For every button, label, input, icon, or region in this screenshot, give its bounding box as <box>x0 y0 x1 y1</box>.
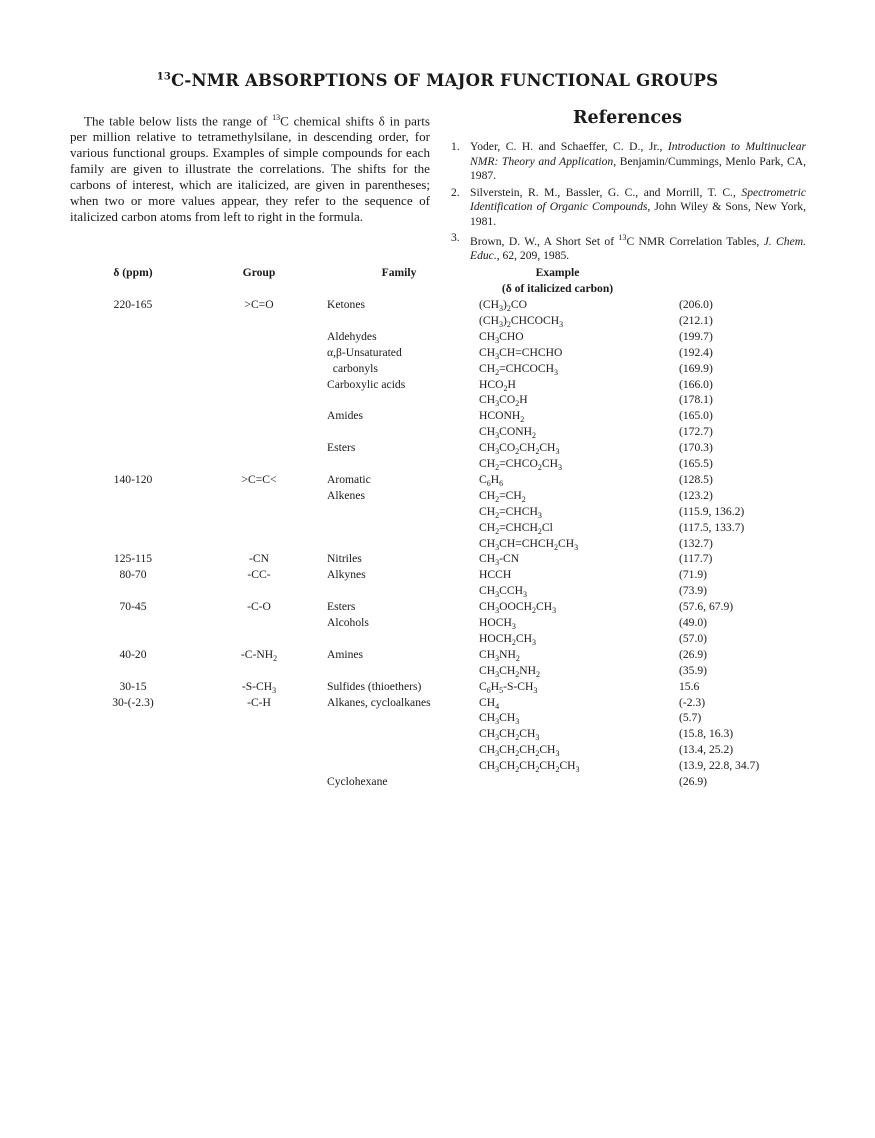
cell-example: $CH_2=CH_2$ <box>479 489 526 504</box>
cell-group: -C-H <box>247 696 271 709</box>
cell-shift: (170.3) <box>679 441 713 454</box>
intro-text-part1: The table below lists the range of <box>84 113 273 129</box>
cell-example: $CH_3CO_2H$ <box>479 393 528 408</box>
cell-example: $CH_4$ <box>479 696 500 711</box>
cell-group: >C=C< <box>241 473 277 486</box>
cell-group: >C=O <box>244 298 274 311</box>
cell-shift: (132.7) <box>679 537 713 550</box>
cell-group: -C-O <box>247 600 271 613</box>
reference-item <box>451 186 806 230</box>
cell-example: $(CH_3)_2CHCOCH_3$ <box>479 314 564 329</box>
cell-shift: (206.0) <box>679 298 713 311</box>
cell-shift: (192.4) <box>679 346 713 359</box>
cell-example: $CH_3CH_2NH_2$ <box>479 664 540 679</box>
cell-shift: (166.0) <box>679 378 713 391</box>
cell-family: Aldehydes <box>327 330 377 343</box>
cell-example: $CH_3-CN$ <box>479 552 520 567</box>
cell-shift: (117.7) <box>679 552 713 565</box>
reference-title: Introduction to Multinuclear NMR: Theory and Application <box>470 140 806 168</box>
cell-ppm: 125-115 <box>113 552 153 565</box>
reference-journal: J. Chem. Educ. <box>470 234 806 263</box>
cell-shift: (26.9) <box>679 775 708 788</box>
cell-family: Esters <box>327 600 356 613</box>
cell-group: $-C-NH_2$ <box>240 648 278 663</box>
cell-shift: (57.0) <box>679 632 708 645</box>
cell-example: $CH_2=CHCH_3$ <box>479 505 542 520</box>
cell-shift: (73.9) <box>679 584 708 597</box>
cell-shift: (117.5, 133.7) <box>679 521 745 534</box>
cell-example: $CH_3CCH_3$ <box>479 584 527 599</box>
cell-example: $C_6H_6$ <box>479 473 504 488</box>
cell-shift: (128.5) <box>679 473 713 486</box>
cell-family: Alkynes <box>327 568 366 581</box>
cell-example: $CH_3CH=CHCHO$ <box>479 346 563 361</box>
intro-superscript: 13 <box>272 113 281 122</box>
cell-shift: (49.0) <box>679 616 708 629</box>
cell-ppm: 70-45 <box>119 600 147 613</box>
reference-authors: Yoder, C. H. and Schaeffer, C. D., Jr., <box>470 140 668 153</box>
cell-shift: (15.8, 16.3) <box>679 727 734 740</box>
cell-family: Amines <box>327 648 364 661</box>
cell-shift: (-2.3) <box>679 696 706 709</box>
reference-superscript: 13 <box>618 233 627 242</box>
cell-example: $CH_2=CHCH_2Cl$ <box>479 521 553 536</box>
cell-example: $CH_3CHO$ <box>479 330 524 345</box>
cell-shift: (199.7) <box>679 330 713 343</box>
cell-example: $CH_3NH_2$ <box>479 648 520 663</box>
cell-example: $C_6H_5-S-CH_3$ <box>479 680 538 695</box>
reference-title-plain: C NMR Correlation Tables, <box>626 234 764 248</box>
cell-family: Aromatic <box>327 473 371 486</box>
header-ppm: δ (ppm) <box>113 266 153 279</box>
cell-ppm: 220-165 <box>113 298 153 311</box>
header-example-subtitle: (δ of italicized carbon) <box>501 282 614 295</box>
cell-ppm: 40-20 <box>119 648 147 661</box>
cell-shift: 15.6 <box>679 680 700 693</box>
cell-example: $CH_2=CHCOCH_3$ <box>479 362 558 377</box>
cell-example: $CH_3CONH_2$ <box>479 425 536 440</box>
references-list <box>451 140 806 266</box>
reference-publisher: , John Wiley & Sons, New York, 1981. <box>470 200 807 228</box>
cell-shift: (13.9, 22.8, 34.7) <box>679 759 760 772</box>
cell-ppm: 30-15 <box>119 680 147 693</box>
cell-family: Alkanes, cycloalkanes <box>327 696 431 709</box>
cell-family: α,β-Unsaturated <box>327 346 402 359</box>
reference-title: Spectrometric Identification of Organic Compounds <box>470 185 806 213</box>
cell-example: HCCH <box>479 568 512 581</box>
cell-example: $CH_2=CHCO_2CH_3$ <box>479 457 562 472</box>
reference-authors: Silverstein, R. M., Bassler, G. C., and Morrill, T. C., <box>470 185 742 199</box>
cell-shift: (35.9) <box>679 664 708 677</box>
cell-example: $(CH_3)_2CO$ <box>479 298 527 313</box>
cell-shift: (57.6, 67.9) <box>679 600 734 613</box>
cell-shift: (165.0) <box>679 409 713 422</box>
cell-example: $CH_3CH_2CH_2CH_3$ <box>479 743 560 758</box>
cell-family: carbonyls <box>327 362 378 375</box>
cell-example: $HOCH_3$ <box>479 616 516 631</box>
cell-shift: (123.2) <box>679 489 713 502</box>
references-heading: References <box>572 108 683 128</box>
cell-family: Alkenes <box>327 489 365 502</box>
cell-shift: (169.9) <box>679 362 713 375</box>
reference-number: 1. <box>451 140 460 153</box>
cell-group: -CN <box>249 552 269 565</box>
intro-text-part2: C chemical shifts δ in parts per million relative to tetramethylsilane, in descending order, for various functional groups. Examples of simple compounds for each family are given to illustrate the correlations. The shifts for the carbons of interest, which are italicized, are given in parentheses; when two or more values appear, they refer to the sequence of italicized carbon atoms from left to right in the formula. <box>70 113 430 225</box>
cell-ppm: 30-(-2.3) <box>112 696 154 709</box>
intro-paragraph <box>70 110 430 225</box>
cell-family: Alcohols <box>327 616 369 629</box>
cell-example: $CH_3OOCH_2CH_3$ <box>479 600 557 615</box>
title-text: C-NMR ABSORPTIONS OF MAJOR FUNCTIONAL GROUPS <box>171 71 719 90</box>
header-group: Group <box>242 266 276 279</box>
cell-shift: (178.1) <box>679 393 713 406</box>
title-superscript: 13 <box>156 71 172 83</box>
cell-example: $CH_3CH_2CH_3$ <box>479 727 540 742</box>
cell-shift: (13.4, 25.2) <box>679 743 734 756</box>
page-title <box>0 71 875 90</box>
header-family: Family <box>381 266 417 279</box>
cell-example: $CH_3CH=CHCH_2CH_3$ <box>479 537 579 552</box>
cell-example: $HCO_2H$ <box>479 378 516 393</box>
reference-authors: Brown, D. W., A Short Set of <box>470 234 619 248</box>
reference-number: 3. <box>451 231 460 244</box>
cell-family: Cyclohexane <box>327 775 388 788</box>
reference-item <box>451 140 806 184</box>
cell-family: Ketones <box>327 298 365 311</box>
cell-example: $HCONH_2$ <box>479 409 525 424</box>
cell-group: $-S-CH_3$ <box>241 680 277 695</box>
cell-shift: (172.7) <box>679 425 713 438</box>
cell-shift: (71.9) <box>679 568 708 581</box>
cell-example: $CH_3CH_2CH_2CH_2CH_3$ <box>479 759 580 774</box>
reference-publisher: , Benjamin/Cummings, Menlo Park, CA, 1987. <box>470 154 806 182</box>
cell-shift: (115.9, 136.2) <box>679 505 745 518</box>
reference-number: 2. <box>451 185 460 199</box>
cell-family: Esters <box>327 441 356 454</box>
cell-shift: (26.9) <box>679 648 708 661</box>
cell-shift: (165.5) <box>679 457 713 470</box>
cell-family: Sulfides (thioethers) <box>327 680 422 693</box>
reference-item <box>451 231 806 264</box>
reference-text <box>470 186 806 230</box>
cell-family: Amides <box>327 409 364 422</box>
cell-example: $CH_3CO_2CH_2CH_3$ <box>479 441 560 456</box>
cell-family: Nitriles <box>327 552 362 565</box>
cell-group: -CC- <box>247 568 271 581</box>
cell-shift: (5.7) <box>679 711 702 724</box>
cell-example: $CH_3CH_3$ <box>479 711 520 726</box>
cell-shift: (212.1) <box>679 314 713 327</box>
header-example: Example <box>535 266 580 279</box>
cell-example: $HOCH_2CH_3$ <box>479 632 536 647</box>
reference-text <box>470 140 806 184</box>
cell-ppm: 140-120 <box>113 473 153 486</box>
reference-text <box>470 231 806 264</box>
cell-ppm: 80-70 <box>119 568 147 581</box>
reference-volume: , 62, 209, 1985. <box>496 249 570 263</box>
cell-family: Carboxylic acids <box>327 378 406 391</box>
